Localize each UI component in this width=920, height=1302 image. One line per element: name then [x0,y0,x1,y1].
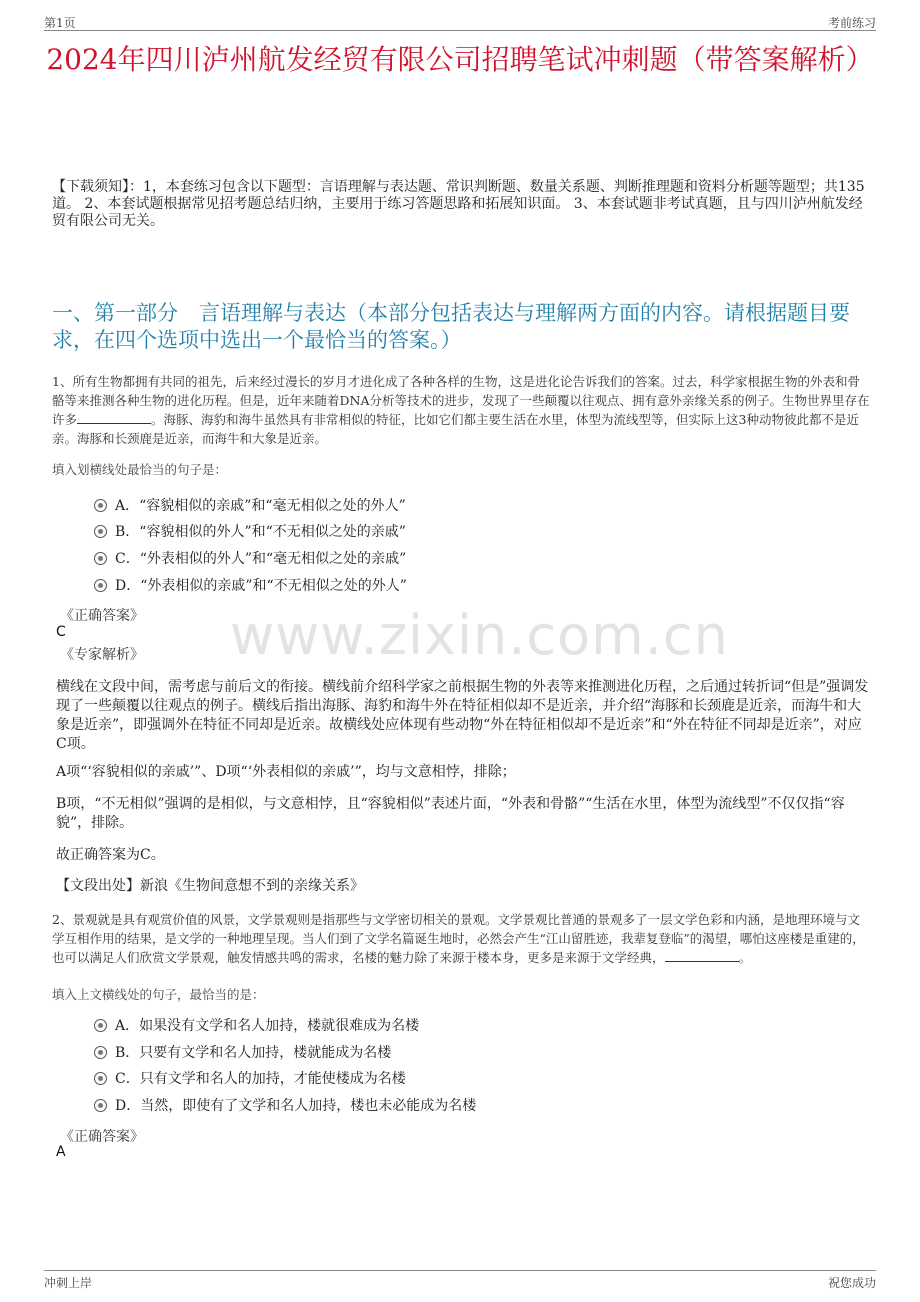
question-1-text [52,372,872,448]
question-1-analysis-b: B项，“不无相似”强调的是相似，与文意相悖，且“容貌相似”表述片面，“外表和骨骼”“生活在水里，体型为流线型”不仅仅指“容貌”，排除。 [56,796,845,831]
document-title: 2024年四川泸州航发经贸有限公司招聘笔试冲刺题（带答案解析） [46,43,874,76]
question-1-option-a[interactable] [94,496,406,516]
question-1-answer-label: 《正确答案》 [60,608,144,624]
radio-icon[interactable] [94,1046,107,1059]
question-1-analysis-label: 《专家解析》 [60,647,144,663]
question-2-option-d[interactable] [94,1096,476,1116]
question-2-text [52,910,872,967]
question-2-prompt: 填入上文横线处的句子，最恰当的是： [52,987,265,1002]
option-label: C．“外表相似的外人”和“毫无相似之处的亲戚” [115,551,407,567]
radio-icon[interactable] [94,525,107,538]
question-1-analysis-a-d: A项“‘容貌相似的亲戚’”、D项“‘外表相似的亲戚’”，均与文意相悖，排除； [56,764,516,780]
question-2-answer: A [56,1144,66,1160]
question-2-option-c[interactable] [94,1069,406,1089]
option-label: A．如果没有文学和名人加持，楼就很难成为名楼 [115,1018,420,1034]
page-header [44,12,876,31]
question-1-option-c[interactable] [94,549,406,569]
question-1-source: 【文段出处】新浪《生物间意想不到的亲缘关系》 [56,878,364,894]
answer-blank [665,949,739,962]
question-1-conclusion: 故正确答案为C。 [56,847,165,863]
section-heading: 一、第一部分 言语理解与表达（本部分包括表达与理解两方面的内容。请根据题目要求，在四个选项中选出一个最恰当的答案。） [52,301,850,352]
radio-icon[interactable] [94,579,107,592]
radio-icon[interactable] [94,499,107,512]
option-label: D．“外表相似的亲戚”和“不无相似之处的外人” [115,578,407,594]
question-2-text-start: 2、景观就是具有观赏价值的风景，文学景观则是指那些与文学密切相关的景观。文学景观比普通的景观多了一层文学色彩和内涵，是地理环境与文学互相作用的结果，是文学的一种地理呈现。当人们到了文学名篇诞生地时，必然会产生“江山留胜迹，我辈复登临”的渴望，哪怕这座楼是重建的，也可以满足人们欣赏文学景观，触发情感共鸣的需求，名楼的魅力除了来源于楼本身，更多是来源于文学经典， [52,912,865,965]
watermark: www.zixin.com.cn [230,604,729,667]
download-notice: 【下载须知】：1，本套练习包含以下题型：言语理解与表达题、常识判断题、数量关系题、判断推理题和资料分析题等题型；共135道。 2、本套试题根据常见招考题总结归纳，主要用于练习答题思路和拓展知识面。 3、本套试题非考试真题，且与四川泸州航发经贸有限公司无关。 [52,179,865,229]
question-2-answer-label: 《正确答案》 [60,1129,144,1145]
footer-left: 冲刺上岸 [44,1276,93,1290]
question-1-answer: C [56,624,66,640]
answer-blank [77,411,151,424]
option-label: B．“容貌相似的外人”和“不无相似之处的亲戚” [115,524,406,540]
question-2-option-b[interactable] [94,1043,391,1063]
question-1-option-b[interactable] [94,522,406,542]
question-1-text-end: 。海豚、海豹和海牛虽然具有非常相似的特征，比如它们都主要生活在水里，体型为流线型等，但实际上这3种动物彼此都不是近亲。海豚和长颈鹿是近亲，而海牛和大象是近亲。 [52,412,859,446]
page-number: 第1页 [44,16,76,30]
radio-icon[interactable] [94,1099,107,1112]
question-2-text-end: 。 [738,950,752,965]
option-label: A．“容貌相似的亲戚”和“毫无相似之处的外人” [115,498,406,514]
option-label: B．只要有文学和名人加持，楼就能成为名楼 [115,1045,392,1061]
question-1-option-d[interactable] [94,576,407,596]
radio-icon[interactable] [94,1072,107,1085]
option-label: D．当然，即使有了文学和名人加持，楼也未必能成为名楼 [115,1098,477,1114]
question-1-analysis-main: 横线在文段中间，需考虑与前后文的衔接。横线前介绍科学家之前根据生物的外表等来推测进化历程，之后通过转折词“但是”强调发现了一些颠覆以往观点的例子。横线后指出海豚、海豹和海牛外在特征相似却不是近亲，并介绍“海豚和长颈鹿是近亲，而海牛和大象是近亲”，即强调外在特征不同却是近亲。故横线处应体现有些动物“外在特征相似却不是近亲”和“外在特征不同却是近亲”，对应C项。 [56,679,869,752]
footer-right: 祝您成功 [827,1276,876,1290]
radio-icon[interactable] [94,552,107,565]
question-2-option-a[interactable] [94,1016,419,1036]
header-tag: 考前练习 [827,16,876,30]
page-footer [44,1270,876,1293]
question-1-prompt: 填入划横线处最恰当的句子是： [52,462,228,477]
option-label: C．只有文学和名人的加持，才能使楼成为名楼 [115,1071,406,1087]
question-1-text-start: 1、所有生物都拥有共同的祖先，后来经过漫长的岁月才进化成了各种各样的生物，这是进化论告诉我们的答案。过去，科学家根据生物的外表和骨骼等来推测各种生物的进化历程。但是，近年来随着DNA分析等技术的进步，发现了一些颠覆以往观点、拥有意外亲缘关系的例子。生物世界里存在许多 [52,374,870,427]
radio-icon[interactable] [94,1019,107,1032]
